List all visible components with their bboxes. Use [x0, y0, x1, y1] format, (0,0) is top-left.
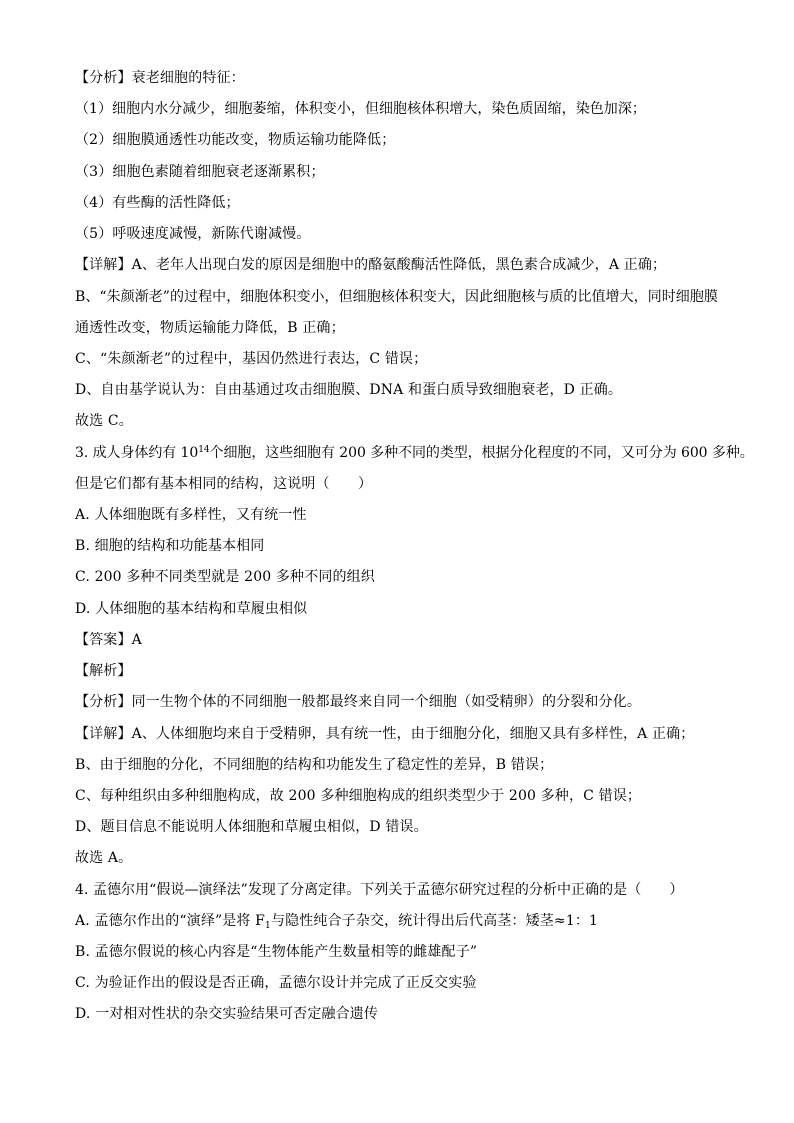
s2-detail-line-a: [75, 256, 666, 274]
q3-analysis-text: 同一生物个体的不同细胞一般都最终来自同一个细胞（如受精卵）的分裂和分化。: [131, 694, 642, 710]
q4-option-a-part1: A. 孟德尔作出的“演绎”是将 F: [75, 913, 266, 929]
q3-option-c: C. 200 多种不同类型就是 200 多种不同的组织: [75, 569, 375, 585]
q3-conclusion: 故选 A。: [75, 850, 133, 866]
q3-answer-value: A: [131, 632, 142, 648]
q3-detail-a: A、人体细胞均来自于受精卵，具有统一性，由于细胞分化，细胞又具有多样性，A 正确；: [131, 726, 695, 742]
s2-feature-3: （3）细胞色素随着细胞衰老逐渐累积；: [75, 164, 325, 180]
q3-detail-line-a: [75, 725, 694, 743]
s2-conclusion: 故选 C。: [75, 413, 133, 429]
s2-detail-b1: B、“朱颜渐老”的过程中，细胞体积变小，但细胞核体积变大，因此细胞核与质的比值增大，同时细胞膜: [75, 289, 718, 305]
s2-detail-label: 【详解】: [75, 257, 132, 273]
q3-stem-line1: [75, 444, 754, 462]
s2-detail-d: D、自由基学说认为：自由基通过攻击细胞膜、DNA 和蛋白质导致细胞衰老，D 正确。: [75, 382, 623, 398]
s2-detail-c: C、“朱颜渐老”的过程中，基因仍然进行表达，C 错误；: [75, 351, 428, 367]
q3-option-a: A. 人体细胞既有多样性，又有统一性: [75, 507, 307, 523]
s2-feature-1: （1）细胞内水分减少，细胞萎缩，体积变小，但细胞核体积增大，染色质固缩，染色加深；: [75, 101, 646, 117]
q3-analysis-label: 【分析】: [75, 694, 132, 710]
q3-detail-d: D、题目信息不能说明人体细胞和草履虫相似，D 错误。: [75, 819, 428, 835]
s2-feature-4: （4）有些酶的活性降低；: [75, 195, 240, 211]
q3-option-d: D. 人体细胞的基本结构和草履虫相似: [75, 601, 308, 617]
q4-option-d: D. 一对相对性状的杂交实验结果可否定融合遗传: [75, 1006, 379, 1022]
s2-detail-a: A、老年人出现白发的原因是细胞中的酪氨酸酶活性降低，黑色素合成减少，A 正确；: [131, 257, 667, 273]
q4-option-a-part2: 与隐性纯合子杂交，统计得出后代高茎：矮茎≈1：1: [270, 913, 599, 929]
s2-feature-2: （2）细胞膜通透性功能改变，物质运输功能降低；: [75, 132, 396, 148]
q3-detail-label: 【详解】: [75, 726, 132, 742]
q3-analysis-line: [75, 693, 641, 711]
q4-option-a: [75, 912, 598, 930]
q3-explain-label: 【解析】: [75, 663, 132, 679]
q3-stem-sup: 14: [198, 445, 210, 455]
q3-stem-line2: 但是它们都有基本相同的结构，这说明（ ）: [75, 476, 373, 492]
s2-detail-b2: 通透性改变，物质运输能力降低，B 正确；: [75, 320, 345, 336]
q4-stem: 4. 孟德尔用“假说—演绎法”发现了分离定律。下列关于孟德尔研究过程的分析中正确的是（ ）: [75, 882, 684, 898]
q3-detail-b: B、由于细胞的分化，不同细胞的结构和功能发生了稳定性的差异，B 错误；: [75, 757, 554, 773]
q4-option-a-sub: 1: [265, 921, 271, 931]
s2-analysis-line: [75, 69, 245, 87]
q3-stem-part2: 个细胞，这些细胞有 200 多种不同的类型，根据分化程度的不同，又可分为 600 多种。: [209, 445, 754, 461]
q3-answer-label: 【答案】: [75, 632, 132, 648]
s2-analysis-text: 衰老细胞的特征：: [131, 70, 245, 86]
q4-option-c: C. 为验证作出的假设是否正确，孟德尔设计并完成了正反交实验: [75, 975, 477, 991]
q3-answer-line: [75, 631, 142, 649]
q4-option-b: B. 孟德尔假说的核心内容是“生物体能产生数量相等的雌雄配子”: [75, 944, 478, 960]
q3-stem-part1: 3. 成人身体约有 10: [75, 445, 199, 461]
q3-detail-c: C、每种组织由多种细胞构成，故 200 多种细胞构成的组织类型少于 200 多种，C 错误；: [75, 788, 642, 804]
s2-analysis-label: 【分析】: [75, 70, 132, 86]
q3-option-b: B. 细胞的结构和功能基本相同: [75, 538, 265, 554]
s2-feature-5: （5）呼吸速度减慢，新陈代谢减慢。: [75, 226, 311, 242]
